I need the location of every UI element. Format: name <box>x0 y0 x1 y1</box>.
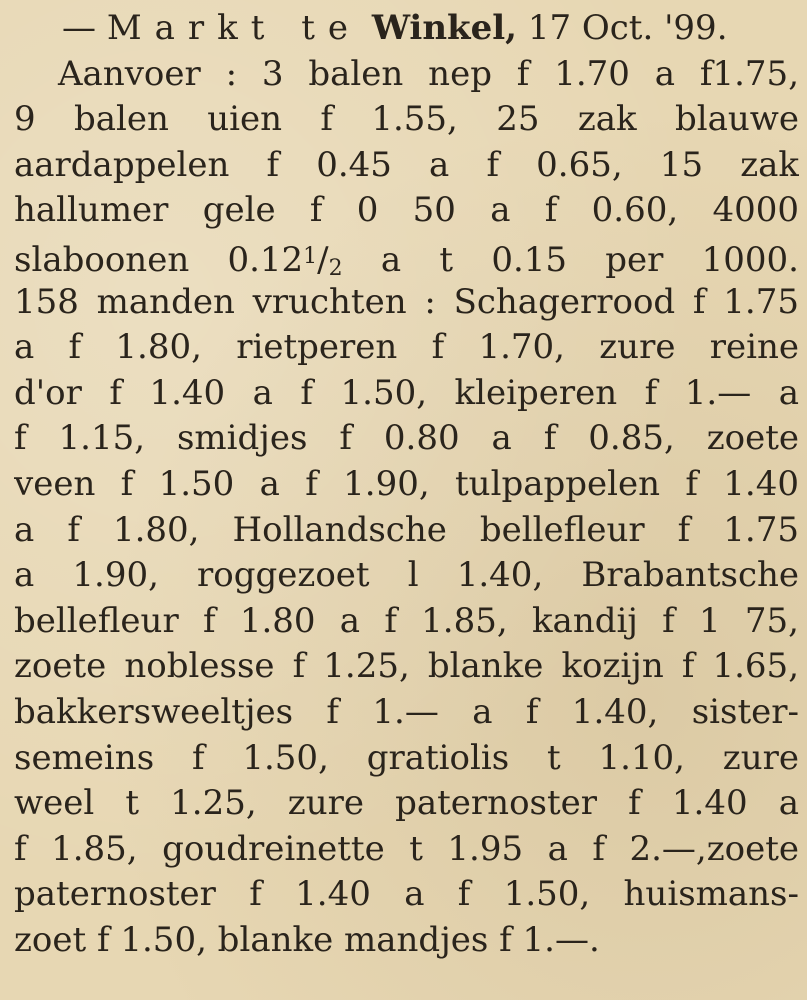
heading-spaced-text: Markt te <box>106 8 362 48</box>
article-line: f 1.85, goudreinette t 1.95 a f 2.—,zoete <box>14 828 799 869</box>
price-start: 0.12 <box>227 239 304 280</box>
article-line: a 1.90, roggezoet l 1.40, Brabantsche <box>14 555 799 596</box>
article-line: weel t 1.25, zure paternoster f 1.40 a <box>14 783 799 824</box>
fraction-denominator: 2 <box>328 255 343 280</box>
article-line: semeins f 1.50, gratiolis t 1.10, zure <box>14 737 799 778</box>
article-line: a f 1.80, rietperen f 1.70, zure reine <box>14 327 799 368</box>
fraction-numerator: 1 <box>303 243 318 269</box>
fraction-separator: / <box>317 239 329 280</box>
article-line: hallumer gele f 0 50 a f 0.60, 4000 <box>14 190 799 231</box>
article-line: 9 balen uien f 1.55, 25 zak blauwe <box>14 99 799 140</box>
article-line-last: zoet f 1.50, blanke mandjes f 1.—. <box>14 919 600 960</box>
slaboonen-price <box>227 240 342 280</box>
article-heading <box>14 6 799 52</box>
heading-dash: — <box>62 8 96 48</box>
article-line: zoete noblesse f 1.25, blanke kozijn f 1.65, <box>14 646 799 687</box>
article-line: d'or f 1.40 a f 1.50, kleiperen f 1.— a <box>14 372 799 413</box>
article-line: f 1.15, smidjes f 0.80 a f 0.85, zoete <box>14 418 799 459</box>
article-line: paternoster f 1.40 a f 1.50, huismans- <box>14 874 799 915</box>
heading-date: 17 Oct. '99. <box>527 8 728 48</box>
market-report-article <box>14 6 799 963</box>
slaboonen-rest: a t 0.15 per 1000. <box>380 239 799 280</box>
slaboonen-word: slaboonen <box>14 239 190 280</box>
article-line: bakkersweeltjes f 1.— a f 1.40, sister- <box>14 691 799 732</box>
article-line: Aanvoer : 3 balen nep f 1.70 a f1.75, <box>58 53 799 94</box>
article-line-slaboonen <box>14 234 799 280</box>
heading-place: Winkel, <box>371 8 517 48</box>
article-line: veen f 1.50 a f 1.90, tulpappelen f 1.40 <box>14 463 799 504</box>
article-line: 158 manden vruchten : Schagerrood f 1.75 <box>14 281 799 322</box>
article-line: bellefleur f 1.80 a f 1.85, kandij f 1 75, <box>14 600 799 641</box>
article-line: a f 1.80, Hollandsche bellefleur f 1.75 <box>14 509 799 550</box>
article-line: aardappelen f 0.45 a f 0.65, 15 zak <box>14 144 799 185</box>
